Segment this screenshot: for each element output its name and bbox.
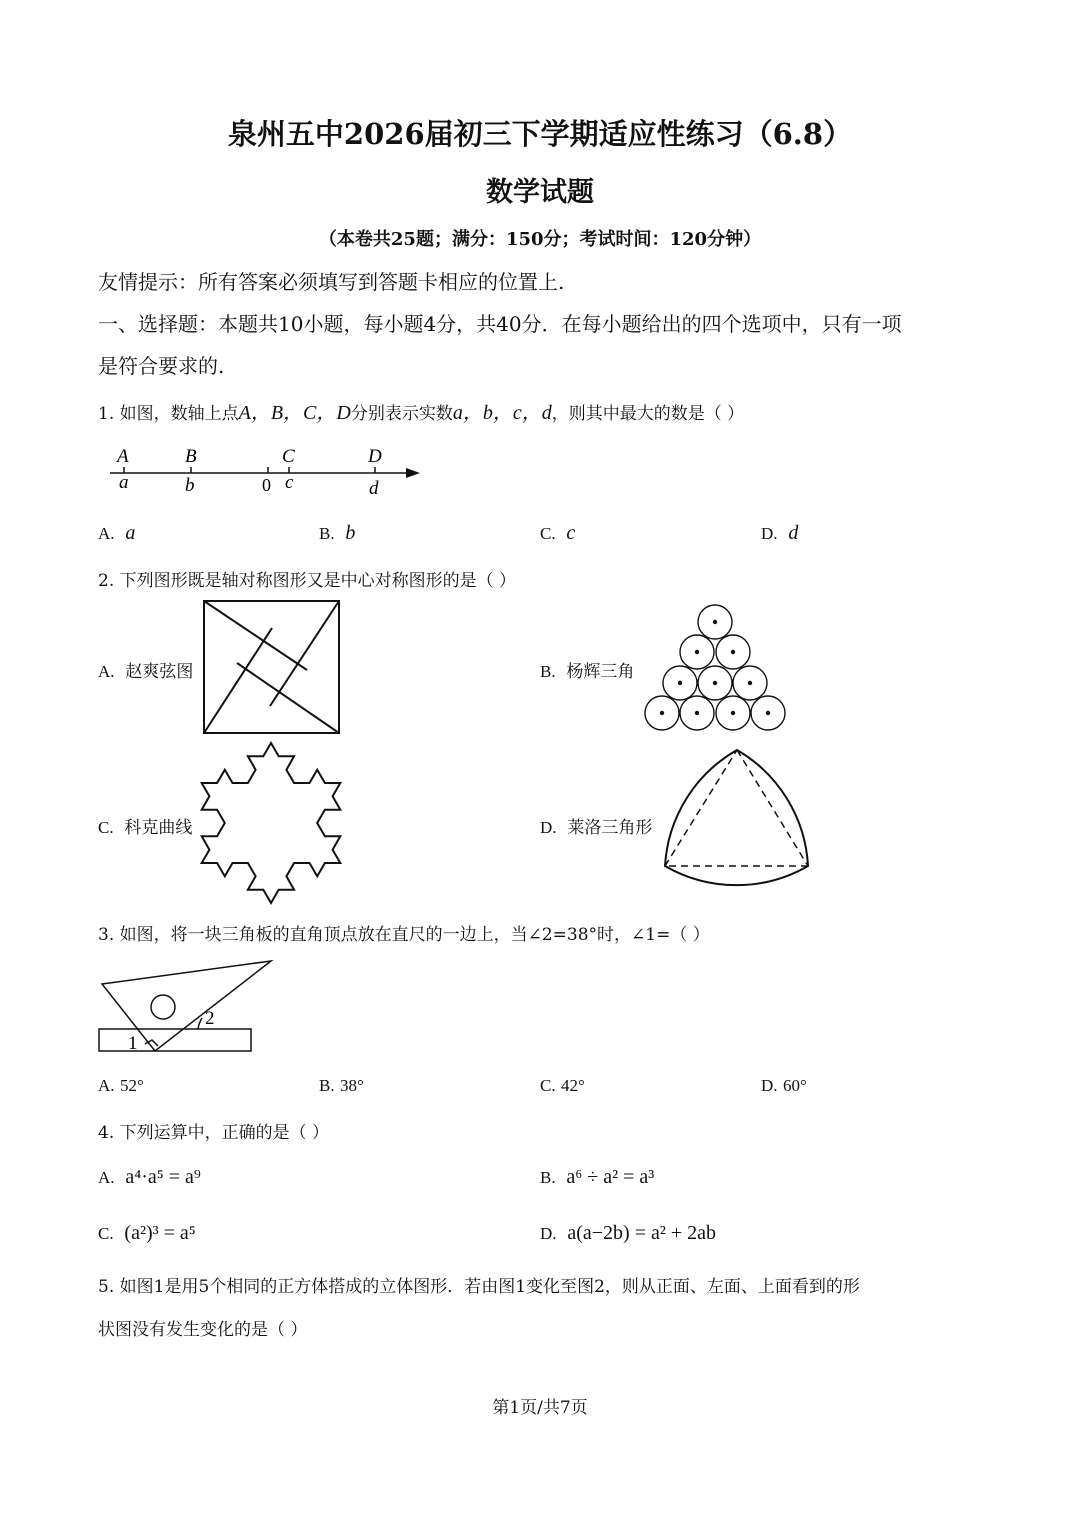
exam-subtitle: 数学试题 (486, 177, 594, 208)
q1-option-b[interactable]: B. b (319, 522, 356, 544)
q4-option-b[interactable]: B. a⁶ ÷ a² = a³ (540, 1166, 655, 1188)
angle-label-2: 2 (205, 1008, 215, 1029)
q2-option-b[interactable]: B. 杨辉三角 (540, 662, 635, 682)
q1-stem-a: 1. 如图，数轴上点 (98, 404, 239, 424)
section-heading-line2: 是符合要求的. (98, 354, 225, 378)
notice: 友情提示：所有答案必须填写到答题卡相应的位置上. (98, 270, 565, 294)
axis-label-D: D (368, 446, 382, 467)
axis-label-d: d (369, 478, 379, 499)
q2-stem: 2. 下列图形既是轴对称图形又是中心对称图形的是（ ） (98, 571, 517, 591)
q3-option-d[interactable]: D. 60° (761, 1076, 807, 1095)
q1-reals: a，b，c，d (452, 402, 552, 424)
q1-option-a[interactable]: A. a (98, 522, 136, 544)
q4-option-d[interactable]: D. a(a−2b) = a² + 2ab (540, 1222, 717, 1244)
axis-label-zero: 0 (262, 475, 271, 495)
q3-option-b[interactable]: B. 38° (319, 1076, 364, 1095)
q1-option-d[interactable]: D. d (761, 522, 799, 544)
q1-points: A，B，C，D (238, 402, 351, 424)
exam-title: 泉州五中2026届初三下学期适应性练习（6.8） (227, 117, 853, 151)
axis-label-b: b (185, 475, 195, 496)
q4-option-a-expr: a⁴·a⁵ = a⁹ (125, 1166, 201, 1188)
axis-label-A: A (117, 446, 129, 467)
q3-option-a[interactable]: A. 52° (98, 1076, 144, 1095)
q4-option-b-expr: a⁶ ÷ a² = a³ (566, 1166, 655, 1188)
q2-option-c[interactable]: C. 科克曲线 (98, 818, 193, 838)
q4-option-c-expr: (a²)³ = a⁵ (124, 1222, 196, 1244)
axis-label-c: c (285, 472, 294, 493)
q1-stem-c: ，则其中最大的数是（ ） (551, 404, 745, 424)
axis-label-C: C (282, 446, 295, 467)
q5-stem-line2: 状图没有发生变化的是（ ） (98, 1320, 308, 1340)
q1-stem-b: 分别表示实数 (350, 404, 453, 424)
q3-stem: 3. 如图，将一块三角板的直角顶点放在直尺的一边上，当∠2=38°时，∠1=（ ） (98, 925, 710, 945)
q2-option-a[interactable]: A. 赵爽弦图 (98, 662, 194, 682)
angle-label-1: 1 (128, 1033, 138, 1054)
q3-option-c[interactable]: C. 42° (540, 1076, 585, 1095)
axis-label-a: a (119, 472, 129, 493)
q4-option-d-expr: a(a−2b) = a² + 2ab (567, 1222, 717, 1244)
q5-stem-line1: 5. 如图1是用5个相同的正方体搭成的立体图形．若由图1变化至图2，则从正面、左面、上面看到的形 (98, 1277, 860, 1297)
q1-option-c[interactable]: C. c (540, 522, 576, 544)
section-heading-line1: 一、选择题：本题共10小题，每小题4分，共40分．在每小题给出的四个选项中，只有一项 (98, 312, 902, 336)
page-footer: 第1页/共7页 (492, 1398, 588, 1418)
q4-option-c[interactable]: C. (a²)³ = a⁵ (98, 1222, 196, 1244)
axis-label-B: B (185, 446, 197, 467)
q2-option-d[interactable]: D. 莱洛三角形 (540, 818, 653, 838)
q4-stem: 4. 下列运算中，正确的是（ ） (98, 1123, 330, 1143)
q4-option-a[interactable]: A. a⁴·a⁵ = a⁹ (98, 1166, 201, 1188)
exam-info: （本卷共25题；满分：150分；考试时间：120分钟） (318, 229, 762, 250)
